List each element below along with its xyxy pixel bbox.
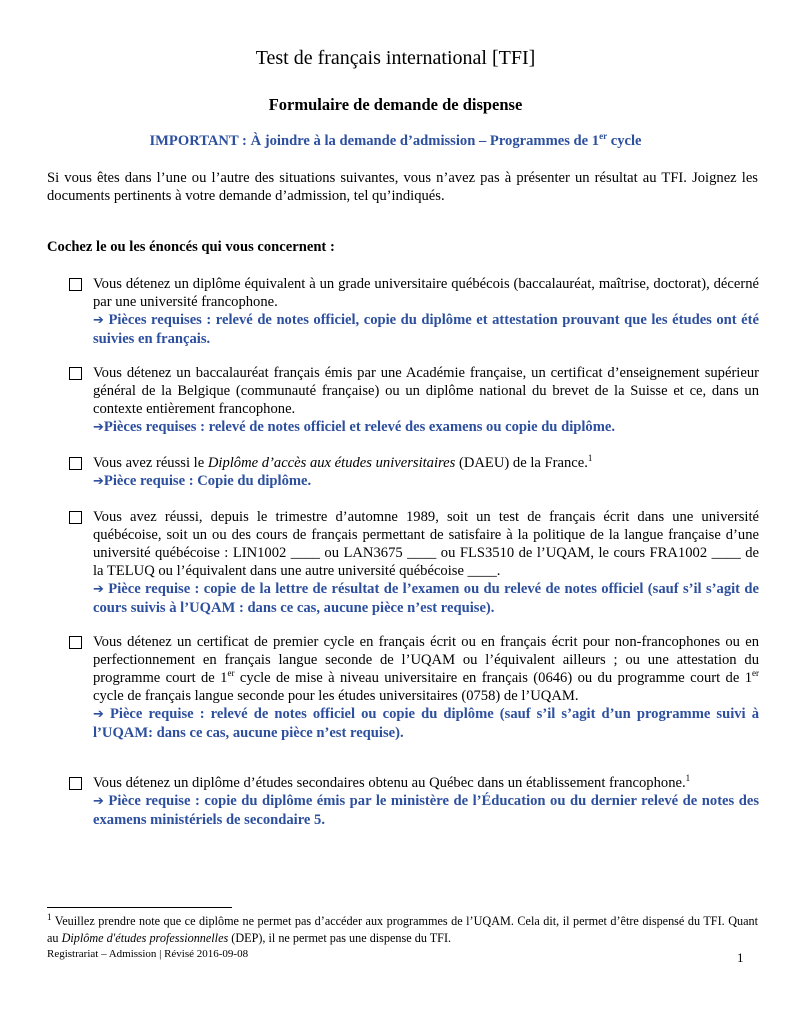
important-after: cycle [607,133,642,149]
arrow-icon: ➔ [93,707,104,722]
footnote-reference[interactable]: 1 [587,453,593,463]
item-3-requirement: Pièce requise : Copie du diplôme. [103,473,312,489]
checklist-item-1 [69,275,759,348]
item-2-requirement: Pièces requises : relevé de notes officiel et relevé des examens ou copie du diplôme. [103,419,615,435]
form-subtitle: Formulaire de demande de dispense [268,95,523,114]
item-5-superscript-1: er [227,668,235,678]
checkbox-item-4[interactable] [69,511,82,524]
checkbox-item-1[interactable] [69,278,82,291]
arrow-icon: ➔ [93,794,104,809]
item-5-text-b: cycle de mise à niveau universitaire en français (0646) ou du programme court de 1 [234,670,752,686]
checklist-item-2 [69,364,759,437]
intro-paragraph: Si vous êtes dans l’une ou l’autre des situations suivantes, vous n’avez pas à présenter un résultat au TFI. Joignez les documents pertinents à votre demande d’admission, tel qu’indiqués. [47,170,758,204]
arrow-icon: ➔ [93,474,104,489]
item-1-requirement: Pièces requises : relevé de notes officiel, copie du diplôme et attestation prouvant que les études ont été suivies en français. [93,312,759,347]
checklist-item-3 [69,454,759,491]
checkbox-item-2[interactable] [69,367,82,380]
item-4-requirement: Pièce requise : copie de la lettre de résultat de l’examen ou du relevé de notes officiel (sauf s’il s’agit de cours suivis à l’UQAM : dans ce cas, aucune pièce n’est requise). [93,581,759,616]
footnote-text-a: Veuillez prendre note que ce diplôme ne permet pas d’accéder aux programmes de l’UQAM. Cela dit, il permet d’être dispensé du TFI. Quant au [47,914,758,945]
checklist-item-5 [69,633,759,742]
important-text: IMPORTANT : À joindre à la demande d’admission – Programmes de 1 [149,133,600,149]
important-notice [0,133,791,150]
item-4-text: Vous avez réussi, depuis le trimestre d’automne 1989, soit un test de français écrit dans une université québécoise, soit un ou des cours de français permettant de satisfaire à la politique de la langue française d’une université québécoise : LIN1002 ____ ou LAN3675 ____ ou FLS3510 de l’UQAM, le cours FRA1002 ____ de la TELUQ ou l’équivalent dans une autre université québécoise ____. [93,509,759,579]
item-5-text-a: Vous détenez un certificat de premier cycle en français écrit ou en français écrit pour non-francophones ou en perfectionnement en français langue seconde de l’UQAM ou l’équivalent ailleurs ; ou une attestation du programme court de 1 [93,634,759,686]
arrow-icon: ➔ [93,313,104,328]
item-2-text: Vous détenez un baccalauréat français émis par une Académie française, un certificat d’enseignement supérieur général de la Belgique (communauté française) ou un diplôme national du brevet de la Suisse et ce, dans un contexte entièrement francophone. [93,365,759,417]
item-5-superscript-2: er [752,668,759,678]
item-3-text-a: Vous avez réussi le [93,455,208,471]
item-6-requirement: Pièce requise : copie du diplôme émis par le ministère de l’Éducation ou du dernier relevé de notes des examens ministériels de secondaire 5. [93,793,759,828]
footnote-divider [47,907,232,908]
checklist-heading: Cochez le ou les énoncés qui vous concernent : [47,239,335,255]
checkbox-item-3[interactable] [69,457,82,470]
footnote-diploma-name: Diplôme d'études professionnelles [61,931,229,945]
item-5-text-c: cycle de français langue seconde pour les études universitaires (0758) de l’UQAM. [93,688,579,704]
checklist-item-6 [69,774,759,829]
arrow-icon: ➔ [93,582,104,597]
item-1-text: Vous détenez un diplôme équivalent à un grade universitaire québécois (baccalauréat, maîtrise, doctorat), décerné par une université francophone. [93,276,759,310]
item-6-text: Vous détenez un diplôme d’études secondaires obtenu au Québec dans un établissement francophone. [93,775,686,791]
footer-revision: Registrariat – Admission | Révisé 2016-09-08 [47,948,249,960]
item-3-diploma-name: Diplôme d’accès aux études universitaires [207,455,456,471]
page-number: 1 [737,950,744,965]
item-5-requirement: Pièce requise : relevé de notes officiel ou copie du diplôme (sauf s’il s’agit d’un programme suivi à l’UQAM: dans ce cas, aucune pièce n’est requise). [93,706,759,741]
important-superscript: er [599,131,608,141]
arrow-icon: ➔ [93,420,104,435]
checklist-item-4 [69,508,759,617]
document-title: Test de français international [TFI] [255,47,536,69]
footnote-reference[interactable]: 1 [685,773,691,783]
checkbox-item-5[interactable] [69,636,82,649]
footnote-mark: 1 [47,912,52,922]
footnote-text-b: (DEP), il ne permet pas une dispense du TFI. [228,931,452,945]
footnote [47,913,758,947]
item-3-text-b: (DAEU) de la France. [455,455,588,471]
checkbox-item-6[interactable] [69,777,82,790]
